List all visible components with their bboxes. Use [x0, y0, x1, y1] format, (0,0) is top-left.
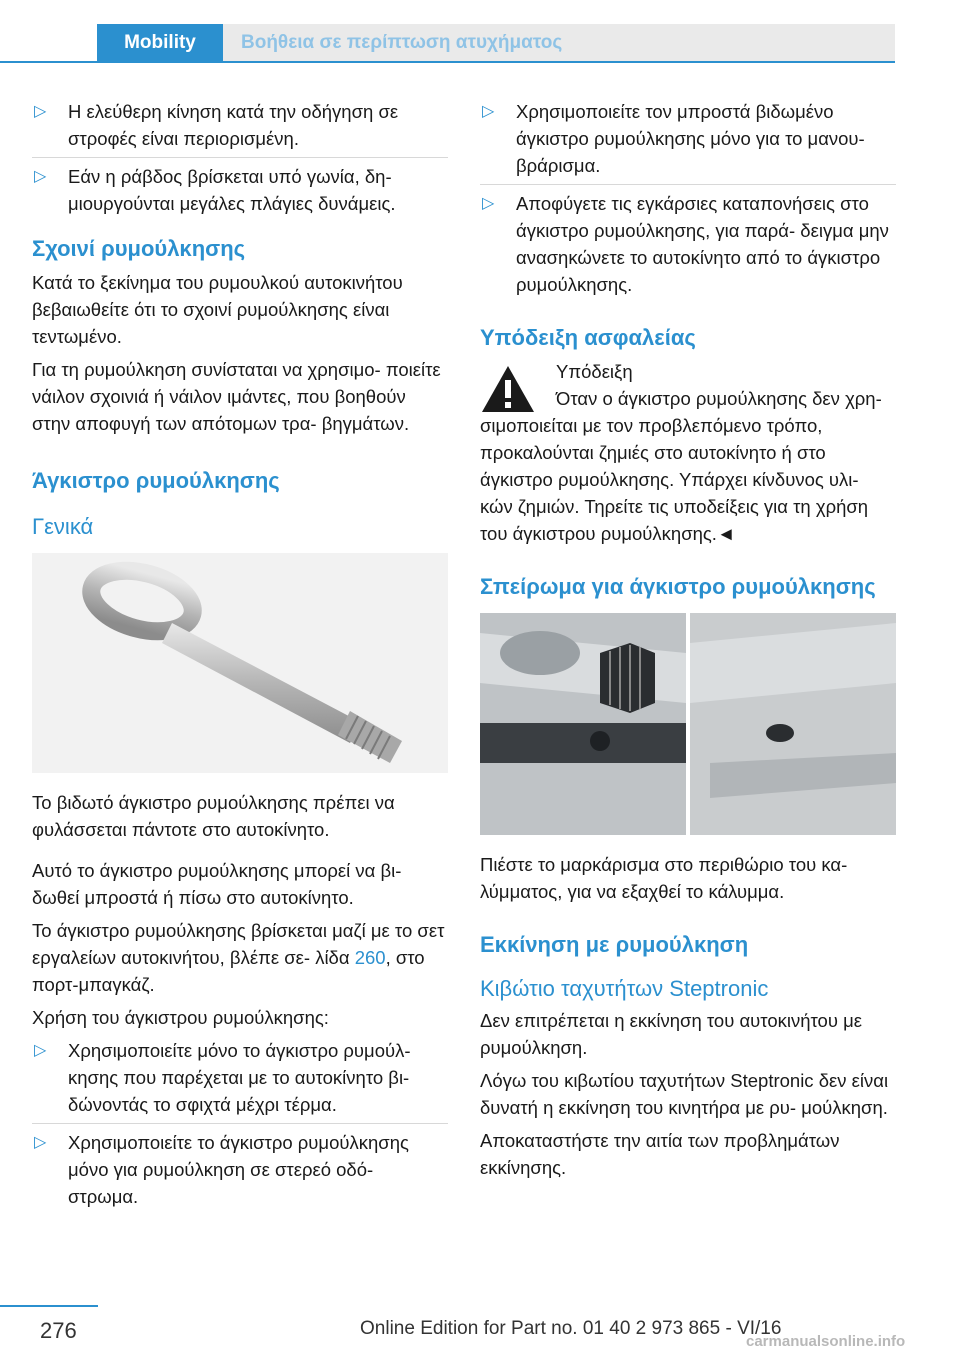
list-item: ▷ Χρησιμοποιείτε μόνο το άγκιστρο ρυμούλ‐ κησης που παρέχεται με το αυτοκίνητο βι‐ δώνοντάς το σφιχτά μέχρι τέρμα.: [32, 1037, 448, 1118]
paragraph: Λόγω του κιβωτίου ταχυτήτων Steptronic δεν είναι δυνατή η εκκίνηση του κινητήρα με ρυ‐ μούλκηση.: [480, 1070, 889, 1118]
warning-title: Υπόδειξη: [556, 361, 633, 382]
paragraph: Για τη ρυμούλκηση συνίσταται να χρησιμο‐ ποιείτε νάιλον σχοινιά ή νάιλον ιμάντες, που βοηθούν στην αποφυγή των απότομων τρα‐ βηγμάτων.: [32, 359, 441, 434]
heading-tow-start: Εκκίνηση με ρυμούλκηση: [480, 932, 749, 957]
bumper-thread-image: [480, 613, 896, 835]
paragraph: Αυτό το άγκιστρο ρυμούλκησης μπορεί να βι‐ δωθεί μπροστά ή πίσω στο αυτοκίνητο.: [32, 860, 402, 908]
heading-tow-rope: Σχοινί ρυμούλκησης: [32, 236, 246, 261]
list-item: ▷ Χρησιμοποιείτε το άγκιστρο ρυμούλκησης μόνο για ρυμούλκηση σε στερεό οδό‐ στρωμα.: [32, 1129, 448, 1210]
left-column: [32, 98, 448, 1221]
warning-text: Όταν ο άγκιστρο ρυμούλκησης δεν χρη‐ σιμοποιείται με τον προβλεπόμενο τρόπο, προκαλούνται ζημιές στο αυτοκίνητο ή στο άγκιστρο ρυμούλκησης. Υπάρχει κίνδυνος υλι‐ κών ζημιών. Τηρείτε τις υποδείξεις για τη χρήση του άγκιστρου ρυμούλκησης.◄: [480, 388, 882, 544]
page-number: 276: [40, 1318, 77, 1343]
paragraph: Πιέστε το μαρκάρισμα στο περιθώριο του κα‐ λύμματος, για να εξαχθεί το κάλυμμα.: [480, 854, 848, 902]
list-item: ▷ Η ελεύθερη κίνηση κατά την οδήγηση σε στροφές είναι περιορισμένη.: [32, 98, 448, 152]
paragraph: Το βιδωτό άγκιστρο ρυμούλκησης πρέπει να φυλάσσεται πάντοτε στο αυτοκίνητο.: [32, 792, 395, 840]
paragraph: Κατά το ξεκίνημα του ρυμουλκού αυτοκινήτου βεβαιωθείτε ότι το σχοινί ρυμούλκησης είναι τεντωμένο.: [32, 272, 403, 347]
tab-mobility[interactable]: Mobility: [97, 24, 223, 62]
tow-hook-image: [32, 553, 448, 773]
warning-icon: [480, 364, 536, 414]
header-divider: [0, 61, 895, 63]
list-item: ▷ Αποφύγετε τις εγκάρσιες καταπονήσεις στο άγκιστρο ρυμούλκησης, για παρά‐ δειγμα μην ανασηκώνετε το αυτοκίνητο από το άγκιστρο ρυμούλκησης.: [480, 190, 896, 298]
list-item: ▷ Χρησιμοποιείτε τον μπροστά βιδωμένο άγκιστρο ρυμούλκησης μόνο για το μανου‐ βράρισμα.: [480, 98, 896, 179]
page-link[interactable]: 260: [354, 947, 386, 968]
heading-safety-note: Υπόδειξη ασφαλείας: [480, 325, 696, 350]
paragraph: Χρήση του άγκιστρου ρυμούλκησης:: [32, 1007, 329, 1028]
watermark: carmanualsonline.info: [746, 1333, 906, 1350]
heading-thread: Σπείρωμα για άγκιστρο ρυμούλκησης: [480, 574, 876, 599]
heading-tow-hook: Άγκιστρο ρυμούλκησης: [32, 468, 280, 493]
edition-note: Online Edition for Part no. 01 40 2 973 865 - VI/16: [360, 1318, 782, 1339]
paragraph: Αποκαταστήστε την αιτία των προβλημάτων εκκίνησης.: [480, 1130, 840, 1178]
footer-divider: [0, 1305, 98, 1307]
warning-box: [480, 358, 896, 385]
list-item: ▷ Εάν η ράβδος βρίσκεται υπό γωνία, δη‐ μιουργούνται μεγάλες πλάγιες δυνάμεις.: [32, 163, 448, 217]
heading-general: Γενικά: [32, 514, 94, 539]
tab-section-title[interactable]: Βοήθεια σε περίπτωση ατυχήματος: [223, 24, 895, 62]
paragraph: Το άγκιστρο ρυμούλκησης βρίσκεται μαζί με το σετ εργαλείων αυτοκινήτου, βλέπε σε‐ λίδα 260, στο πορτ-μπαγκάζ.: [32, 920, 445, 995]
paragraph: Δεν επιτρέπεται η εκκίνηση του αυτοκινήτου με ρυμούλκηση.: [480, 1010, 863, 1058]
header-bar: [0, 24, 960, 62]
right-column: [480, 98, 896, 1187]
heading-steptronic: Κιβώτιο ταχυτήτων Steptronic: [480, 976, 769, 1001]
